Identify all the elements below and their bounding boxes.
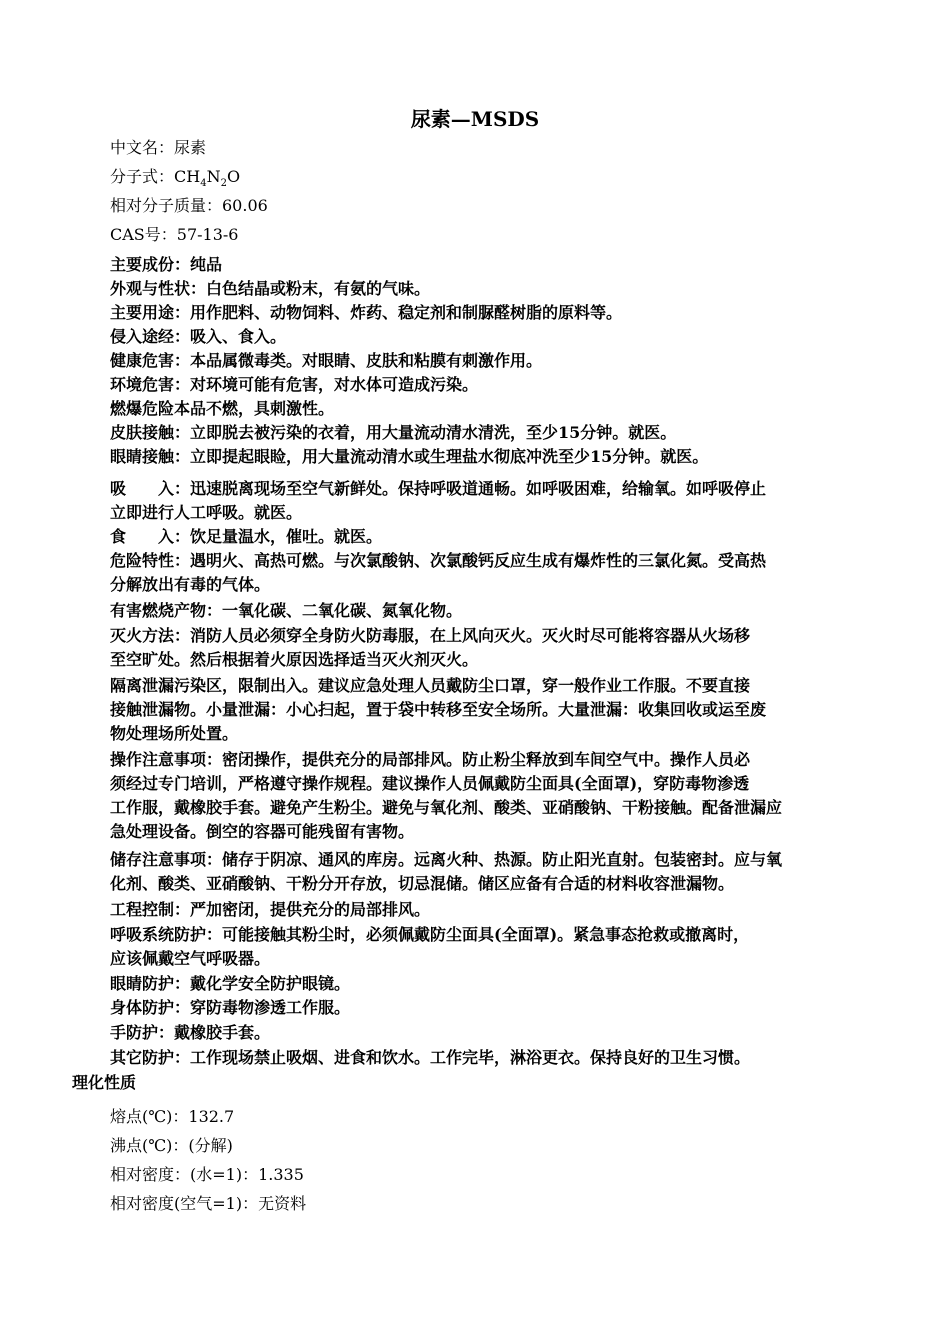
body-line: 化剂、酸类、亚硝酸钠、干粉分开存放，切忌混储。储区应备有合适的材料收容泄漏物。: [110, 874, 735, 893]
property-line: 相对密度：(水=1)：1.335: [110, 1165, 304, 1184]
formula-h-sub: 4: [200, 178, 207, 190]
body-line: 至空旷处。然后根据着火原因选择适当灭火剂灭火。: [110, 650, 479, 669]
body-line: 操作注意事项：密闭操作，提供充分的局部排风。防止粉尘释放到车间空气中。操作人员必: [110, 750, 751, 769]
body-line: 分解放出有毒的气体。: [110, 575, 271, 594]
body-line: 须经过专门培训，严格遵守操作规程。建议操作人员佩戴防尘面具(全面罩)，穿防毒物渗透: [110, 774, 750, 793]
section-heading-physchem: 理化性质: [72, 1073, 137, 1092]
property-line: 沸点(℃)：(分解): [110, 1136, 233, 1155]
page-title: 尿素—MSDS: [410, 107, 540, 131]
body-line: 眼睛接触：立即提起眼睑，用大量流动清水或生理盐水彻底冲洗至少15分钟。就医。: [110, 447, 709, 466]
body-line: 身体防护：穿防毒物渗透工作服。: [110, 998, 351, 1017]
property-line: 相对密度(空气=1)：无资料: [110, 1194, 307, 1213]
formula-o: O: [226, 167, 241, 186]
body-line: 灭火方法：消防人员必须穿全身防火防毒服，在上风向灭火。灭火时尽可能将容器从火场移: [110, 626, 751, 645]
body-line: 工作服，戴橡胶手套。避免产生粉尘。避免与氧化剂、酸类、亚硝酸钠、干粉接触。配备泄漏应: [110, 798, 783, 817]
body-line: 物处理场所处置。: [110, 724, 239, 743]
body-line: 皮肤接触：立即脱去被污染的衣着，用大量流动清水清洗，至少15分钟。就医。: [110, 423, 677, 442]
body-line: 侵入途经：吸入、食入。: [110, 327, 287, 346]
body-line: 应该佩戴空气呼吸器。: [110, 949, 271, 968]
body-line: 有害燃烧产物：一氧化碳、二氧化碳、氮氧化物。: [110, 601, 463, 620]
formula-line: [110, 165, 240, 196]
formula-c: CH: [174, 167, 201, 186]
body-line: 手防护：戴橡胶手套。: [110, 1023, 271, 1042]
body-line: 环境危害：对环境可能有危害，对水体可造成污染。: [110, 375, 479, 394]
formula-n: N: [206, 167, 221, 186]
body-line: 工程控制：严加密闭，提供充分的局部排风。: [110, 900, 431, 919]
body-line: 储存注意事项：储存于阴凉、通风的库房。远离火种、热源。防止阳光直射。包装密封。应与氧: [110, 850, 783, 869]
body-line: 呼吸系统防护：可能接触其粉尘时，必须佩戴防尘面具(全面罩)。紧急事态抢救或撤离时，: [110, 925, 750, 944]
formula-label: 分子式：: [110, 167, 175, 186]
body-line: 眼睛防护：戴化学安全防护眼镜。: [110, 974, 351, 993]
body-line: 主要用途：用作肥料、动物饲料、炸药、稳定剂和制脲醛树脂的原料等。: [110, 303, 623, 322]
body-line: 燃爆危险本品不燃，具刺激性。: [110, 399, 335, 418]
body-line: 其它防护：工作现场禁止吸烟、进食和饮水。工作完毕，淋浴更衣。保持良好的卫生习惯。: [110, 1048, 751, 1067]
body-line: 接触泄漏物。小量泄漏：小心扫起，置于袋中转移至安全场所。大量泄漏：收集回收或运至废: [110, 700, 767, 719]
body-line: 吸 入：迅速脱离现场至空气新鲜处。保持呼吸道通畅。如呼吸困难，给输氧。如呼吸停止: [110, 479, 767, 498]
body-line: 食 入：饮足量温水，催吐。就医。: [110, 527, 383, 546]
chinese-name-line: 中文名：尿素: [110, 138, 207, 157]
cas-line: CAS号：57-13-6: [110, 225, 239, 244]
body-line: 主要成份：纯品: [110, 255, 223, 274]
body-line: 健康危害：本品属微毒类。对眼睛、皮肤和粘膜有刺激作用。: [110, 351, 543, 370]
molar-mass-line: 相对分子质量：60.06: [110, 196, 268, 215]
body-line: 外观与性状：白色结晶或粉末，有氨的气味。: [110, 279, 431, 298]
body-line: 急处理设备。倒空的容器可能残留有害物。: [110, 822, 415, 841]
body-line: 立即进行人工呼吸。就医。: [110, 503, 303, 522]
property-line: 熔点(℃)：132.7: [110, 1107, 235, 1126]
body-line: 危险特性：遇明火、高热可燃。与次氯酸钠、次氯酸钙反应生成有爆炸性的三氯化氮。受高热: [110, 551, 767, 570]
body-line: 隔离泄漏污染区，限制出入。建议应急处理人员戴防尘口罩，穿一般作业工作服。不要直接: [110, 676, 751, 695]
formula-n-sub: 2: [220, 178, 227, 190]
